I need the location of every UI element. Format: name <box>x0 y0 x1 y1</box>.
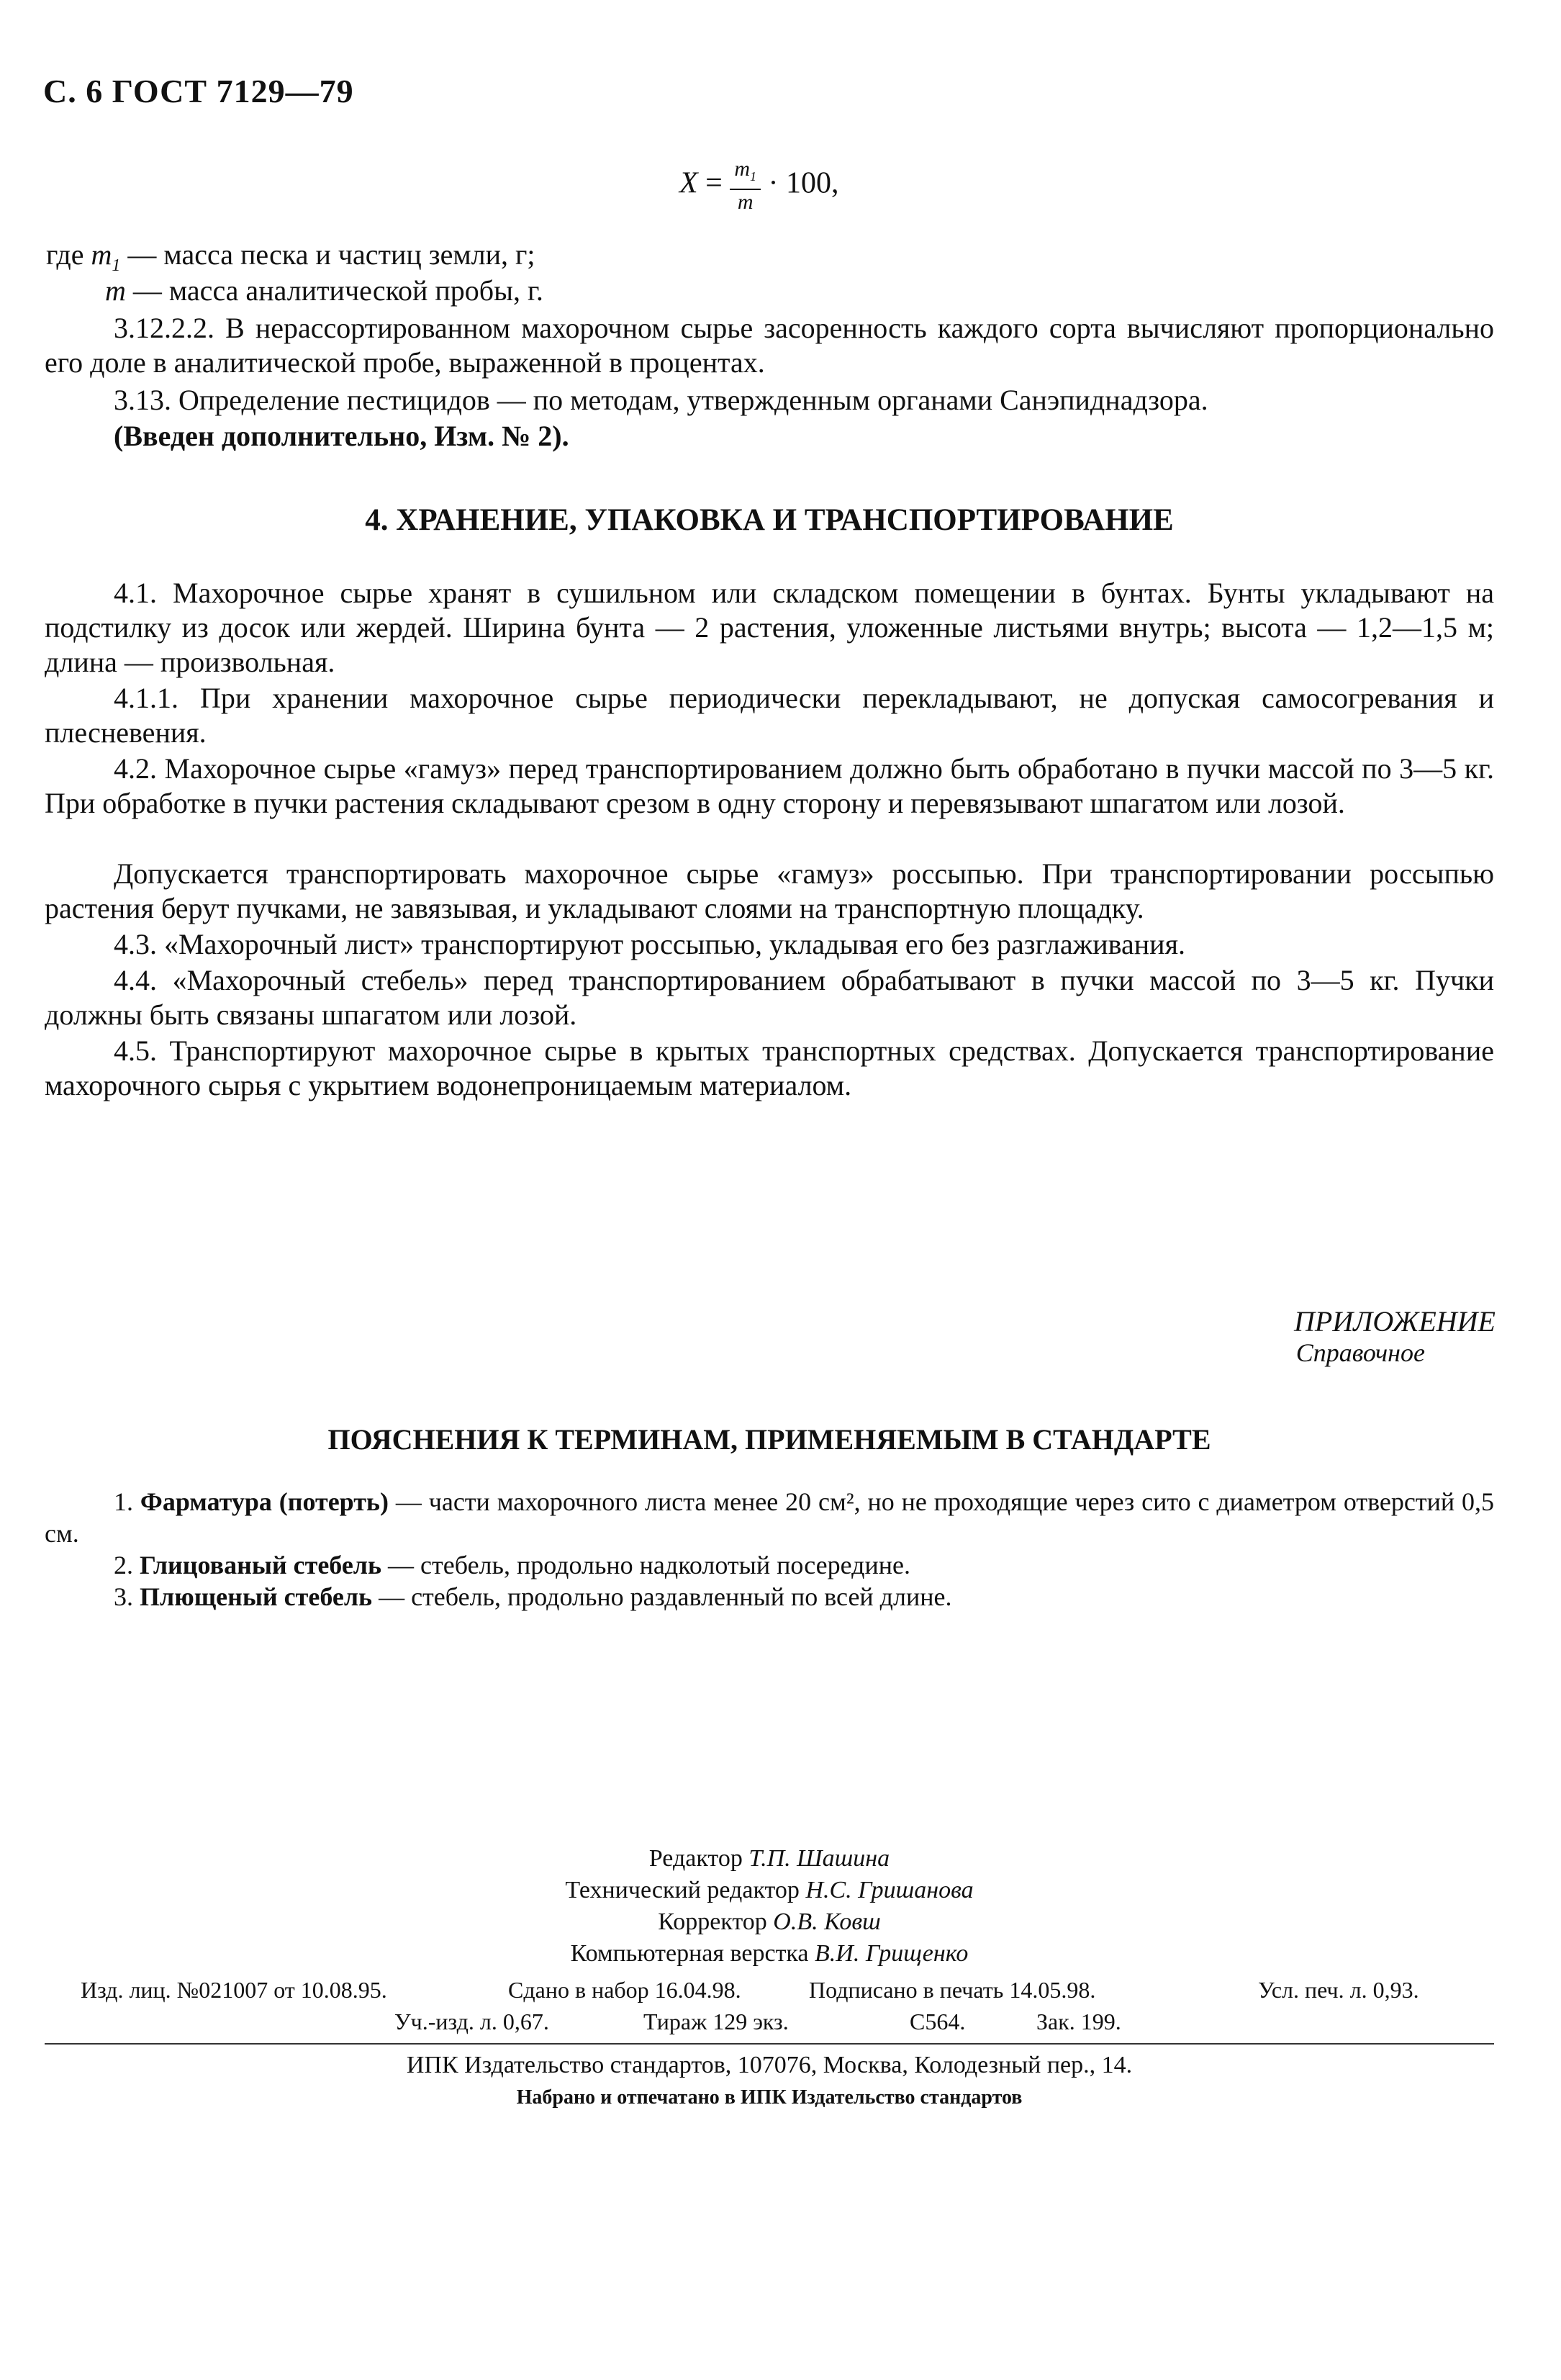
imprint-print-date: Подписано в печать 14.05.98. <box>809 1977 1096 2003</box>
paragraph-4-1: 4.1. Махорочное сырье хранят в сушильном или складском помещении в бунтах. Бунты укладывают на подстилку из досок или жердей. Ширина бунта — 2 растения, уложенные листьями внутрь; высота — 1,2—1,5 м; длина — произвольная. <box>45 577 1494 678</box>
imprint-circulation: Тираж 129 экз. <box>643 2009 789 2034</box>
formula-eq: = <box>705 166 723 200</box>
imprint-publisher: ИПК Издательство стандартов, 107076, Москва, Колодезный пер., 14. <box>406 2052 1133 2078</box>
formula <box>679 157 839 215</box>
term-number: 3. <box>114 1582 133 1611</box>
term-definition: — стебель, продольно раздавленный по всей длине. <box>372 1582 952 1611</box>
term-definition: — части махорочного листа менее 20 см², но не проходящие через сито с диаметром отверстий 0,5 см. <box>45 1487 1495 1548</box>
imprint-typeset-date: Сдано в набор 16.04.98. <box>508 1977 741 2003</box>
where-line-2 <box>105 274 1494 308</box>
paragraph-4-2-continued: Допускается транспортировать махорочное сырье «гамуз» россыпью. При транспортировании россыпью растения берут пучками, не завязывая, и укладывают слоями на транспортную площадку. <box>45 857 1494 924</box>
credit-role: Редактор <box>648 1845 743 1872</box>
credit-person: Т.П. Шашина <box>748 1845 890 1872</box>
where-text: — масса аналитической пробы, г. <box>125 274 543 307</box>
amendment-note: (Введен дополнительно, Изм. № 2). <box>114 420 569 452</box>
where-symbol: $m_1$ <box>91 238 121 275</box>
section-4-title: 4. ХРАНЕНИЕ, УПАКОВКА И ТРАНСПОРТИРОВАНИЕ <box>365 503 1174 537</box>
imprint-license: Изд. лиц. №021007 от 10.08.95. <box>81 1977 387 2003</box>
imprint-print-sheets: Усл. печ. л. 0,93. <box>1258 1977 1419 2003</box>
term-number: 2. <box>114 1551 133 1579</box>
formula-fraction <box>730 157 761 215</box>
term-item-2 <box>45 1549 1494 1581</box>
formula-rhs: · 100, <box>768 166 839 200</box>
credit-editor <box>45 1843 1494 1875</box>
imprint-order: Зак. 199. <box>1036 2009 1121 2034</box>
credit-role: Компьютерная верстка <box>570 1940 809 1967</box>
where-text: — масса песка и частиц земли, г; <box>120 238 535 271</box>
paragraph-4-3: 4.3. «Махорочный лист» транспортируют россыпью, укладывая его без разглаживания. <box>114 928 1185 960</box>
credit-person: Н.С. Гришанова <box>805 1877 974 1903</box>
paragraph-4-5: 4.5. Транспортируют махорочное сырье в крытых транспортных средствах. Допускается транспортирование махорочного сырья с укрытием водонепроницаемым материалом. <box>45 1035 1494 1101</box>
term-definition: — стебель, продольно надколотый посередине. <box>381 1551 910 1579</box>
term-item-1 <box>45 1486 1494 1549</box>
appendix-label: ПРИЛОЖЕНИЕ <box>1294 1305 1496 1338</box>
appendix-title: ПОЯСНЕНИЯ К ТЕРМИНАМ, ПРИМЕНЯЕМЫМ В СТАНДАРТЕ <box>327 1423 1211 1456</box>
where-symbol: m <box>105 274 126 307</box>
paragraph-4-2: 4.2. Махорочное сырье «гамуз» перед транспортированием должно быть обработано в пучки массой по 3—5 кг. При обработке в пучки растения складывают срезом в одну сторону и перевязывают шпагатом или лозой. <box>45 752 1494 819</box>
imprint-divider <box>45 2043 1494 2045</box>
credit-person: О.В. Ковш <box>773 1908 881 1935</box>
term-name: Глицованый стебель <box>140 1551 382 1579</box>
credits-block <box>45 1843 1494 1970</box>
paragraph-4-1-1: 4.1.1. При хранении махорочное сырье периодически перекладывают, не допуская самосогревания и плесневения. <box>45 682 1494 749</box>
page-header: С. 6 ГОСТ 7129—79 <box>43 73 354 109</box>
imprint-printed-by: Набрано и отпечатано в ИПК Издательство стандартов <box>516 2086 1023 2109</box>
imprint-pub-sheets: Уч.-изд. л. 0,67. <box>394 2009 549 2034</box>
term-name: Фарматура (потерть) <box>140 1487 389 1516</box>
credit-role: Технический редактор <box>565 1877 800 1903</box>
imprint-code: С564. <box>910 2009 966 2034</box>
credit-layout <box>45 1938 1494 1970</box>
term-name: Плющеный стебель <box>140 1582 373 1611</box>
paragraph-3-12-2-2: 3.12.2.2. В нерассортированном махорочном сырье засоренность каждого сорта вычисляют пропорционально его доле в аналитической пробе, выраженной в процентах. <box>45 312 1494 379</box>
formula-lhs: X <box>679 166 698 200</box>
credit-corrector <box>45 1906 1494 1938</box>
credit-tech-editor <box>45 1875 1494 1906</box>
paragraph-3-13: 3.13. Определение пестицидов — по методам, утвержденным органами Санэпиднадзора. <box>114 384 1208 416</box>
paragraph-4-4: 4.4. «Махорочный стебель» перед транспортированием обрабатывают в пучки массой по 3—5 кг. Пучки должны быть связаны шпагатом или лозой. <box>45 964 1494 1031</box>
term-item-3 <box>45 1581 1494 1613</box>
formula-denominator: m <box>730 189 761 215</box>
appendix-sublabel: Справочное <box>1295 1338 1425 1367</box>
credit-role: Корректор <box>658 1908 767 1935</box>
credit-person: В.И. Грищенко <box>815 1940 969 1967</box>
term-number: 1. <box>114 1487 133 1516</box>
where-prefix: где <box>46 238 91 271</box>
formula-numerator: $m_1$ <box>734 157 757 184</box>
